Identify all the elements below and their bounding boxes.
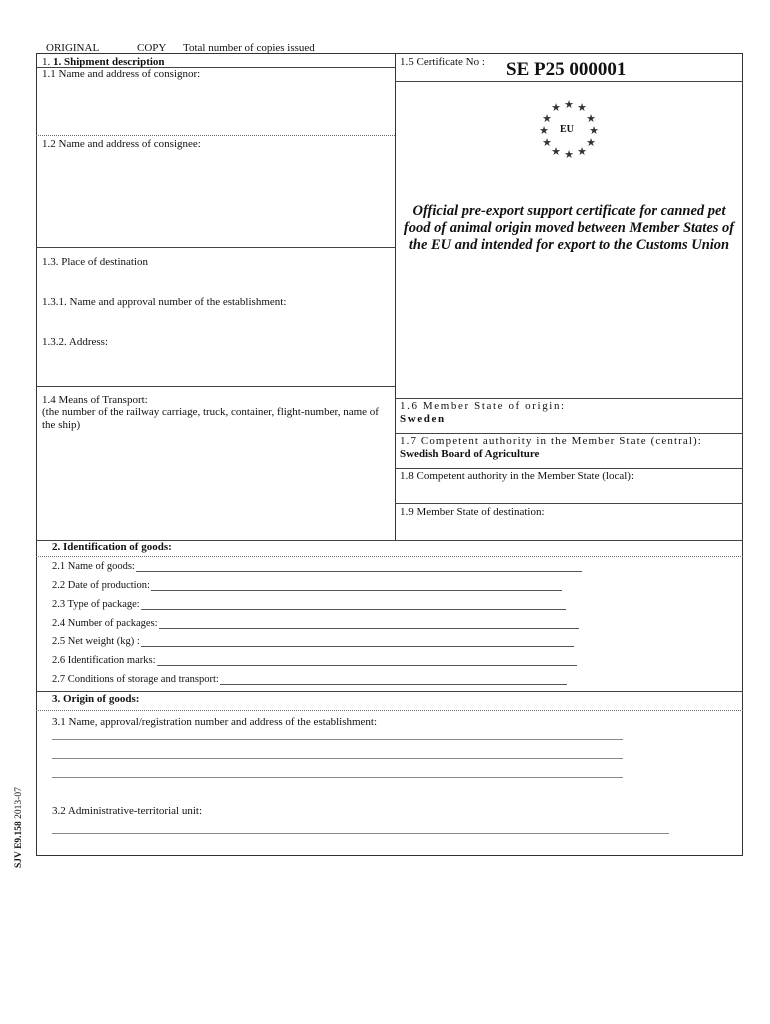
field-label: 2.6 Identification marks: — [52, 655, 156, 666]
transport-note: (the number of the railway carriage, truck, container, flight-number, name of the ship) — [42, 406, 379, 431]
establishment-label: 1.3.1. Name and approval number of the establishment: — [42, 296, 287, 308]
divider — [36, 135, 395, 136]
divider — [395, 433, 743, 434]
transport-label: 1.4 Means of Transport: — [42, 394, 148, 406]
form-code-date: 2013-07 — [14, 787, 24, 819]
divider — [395, 81, 743, 82]
fill-line — [220, 674, 567, 685]
territorial-unit-label: 3.2 Administrative-territorial unit: — [52, 805, 202, 817]
field-label: 2.1 Name of goods: — [52, 561, 135, 572]
certificate-frame — [36, 53, 743, 856]
consignor-label: 1.1 Name and address of consignor: — [42, 68, 201, 80]
divider — [36, 691, 743, 692]
section-number: 1. — [42, 56, 51, 68]
eu-label: EU — [560, 124, 574, 135]
field-label: 2.4 Number of packages: — [52, 618, 158, 629]
fill-line — [136, 561, 582, 572]
package-count-field[interactable] — [52, 618, 579, 629]
field-label: 2.2 Date of production: — [52, 580, 150, 591]
field-label: 2.7 Conditions of storage and transport: — [52, 674, 219, 685]
certificate-no-label: 1.5 Certificate No : — [400, 56, 485, 68]
package-type-field[interactable] — [52, 599, 566, 610]
central-authority-value: Swedish Board of Agriculture — [400, 448, 540, 460]
divider — [36, 710, 743, 711]
shipment-heading-text: 1. Shipment description — [53, 56, 165, 68]
form-code-number: SJV E9.158 — [14, 821, 24, 868]
origin-establishment-line-3[interactable] — [52, 777, 623, 778]
field-label: 2.3 Type of package: — [52, 599, 140, 610]
svg-text:★: ★ — [589, 124, 599, 137]
consignee-label: 1.2 Name and address of consignee: — [42, 138, 201, 150]
divider — [395, 398, 743, 399]
divider — [395, 468, 743, 469]
local-authority-label: 1.8 Competent authority in the Member State (local): — [400, 470, 634, 482]
svg-text:★: ★ — [564, 148, 574, 158]
origin-establishment-line-1[interactable] — [52, 739, 623, 740]
destination-state-label: 1.9 Member State of destination: — [400, 506, 545, 518]
production-date-field[interactable] — [52, 580, 562, 591]
divider — [36, 247, 395, 248]
svg-text:★: ★ — [542, 112, 552, 125]
copies-issued-label: Total number of copies issued — [183, 42, 315, 54]
fill-line — [157, 655, 577, 666]
goods-heading: 2. Identification of goods: — [52, 541, 172, 553]
svg-text:★: ★ — [586, 112, 596, 125]
fill-line — [159, 618, 579, 629]
net-weight-field[interactable] — [52, 636, 574, 647]
svg-text:★: ★ — [539, 124, 549, 137]
svg-text:★: ★ — [564, 98, 574, 111]
divider — [36, 386, 395, 387]
column-divider — [395, 53, 396, 540]
fill-line — [141, 636, 574, 647]
fill-line — [141, 599, 566, 610]
svg-text:★: ★ — [551, 101, 561, 114]
territorial-unit-line[interactable] — [52, 833, 669, 834]
goods-name-field[interactable] — [52, 561, 582, 572]
copy-label: COPY — [137, 42, 167, 54]
central-authority-label: 1.7 Competent authority in the Member State (central): — [400, 435, 702, 447]
svg-text:★: ★ — [542, 136, 552, 149]
destination-label: 1.3. Place of destination — [42, 256, 149, 268]
certificate-number: SE P25 000001 — [506, 59, 627, 80]
svg-text:★: ★ — [586, 136, 596, 149]
svg-text:★: ★ — [577, 101, 587, 114]
origin-goods-heading: 3. Origin of goods: — [52, 693, 140, 705]
svg-text:★: ★ — [551, 145, 561, 158]
original-label: ORIGINAL — [46, 42, 100, 54]
divider — [36, 556, 743, 557]
certificate-title: Official pre-export support certificate for canned pet food of animal origin moved between Member States of the EU and intended for export to the Customs Union — [403, 203, 735, 253]
origin-value: Sweden — [400, 413, 446, 425]
origin-establishment-line-2[interactable] — [52, 758, 623, 759]
address-label: 1.3.2. Address: — [42, 336, 108, 348]
field-label: 2.5 Net weight (kg) : — [52, 636, 140, 647]
divider — [395, 503, 743, 504]
identification-marks-field[interactable] — [52, 655, 577, 666]
origin-establishment-label: 3.1 Name, approval/registration number and address of the establishment: — [52, 716, 378, 728]
storage-conditions-field[interactable] — [52, 674, 567, 685]
fill-line — [151, 580, 562, 591]
origin-label: 1.6 Member State of origin: — [400, 400, 566, 412]
form-code — [14, 787, 24, 868]
svg-text:★: ★ — [577, 145, 587, 158]
